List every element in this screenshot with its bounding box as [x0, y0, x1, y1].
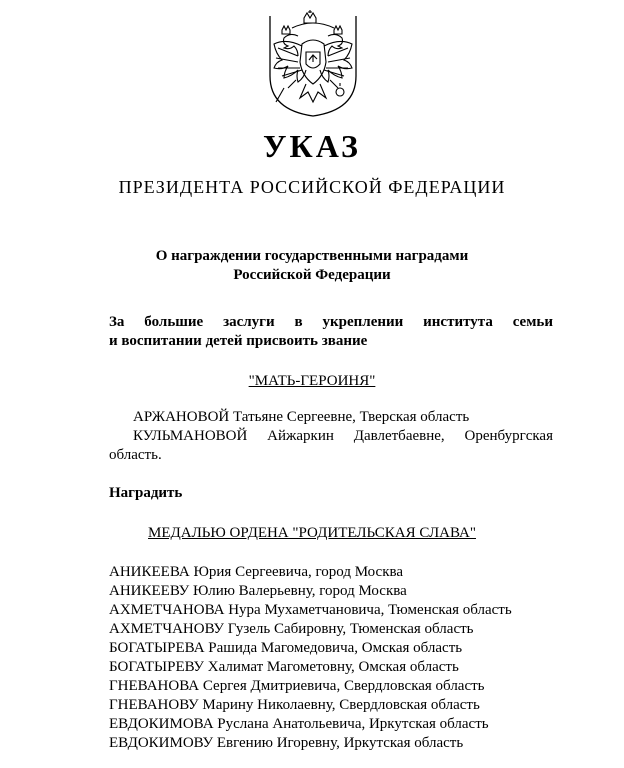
list-item: ЕВДОКИМОВА Руслана Анатольевича, Иркутская область: [109, 716, 489, 732]
medal-title-heading: [0, 524, 624, 543]
heroine-paragraph-line-2: и воспитании детей присвоить звание: [109, 333, 368, 349]
subject-line-2: Российской Федерации: [233, 267, 391, 283]
decree-title: УКАЗ: [263, 128, 361, 164]
award-verb: Наградить: [109, 485, 183, 501]
heroine-entry: [109, 408, 553, 427]
list-item: ГНЕВАНОВА Сергея Дмитриевича, Свердловская область: [109, 678, 485, 694]
heroine-entry-line: АРЖАНОВОЙ Татьяне Сергеевне, Тверская область: [133, 409, 470, 425]
heroine-title-heading: [0, 372, 624, 391]
list-item: ГНЕВАНОВУ Марину Николаевну, Свердловская область: [109, 697, 480, 713]
list-item: АХМЕТЧАНОВУ Гузель Сабировну, Тюменская область: [109, 621, 474, 637]
heroine-title-text: "МАТЬ-ГЕРОИНЯ": [248, 373, 376, 389]
list-item: БОГАТЫРЕВА Рашида Магомедовича, Омская область: [109, 640, 463, 656]
double-headed-eagle-icon: [268, 10, 358, 118]
heroine-paragraph: [109, 313, 553, 351]
subject-line-1: О награждении государственными наградами: [155, 248, 469, 264]
heroine-entry-line: область.: [109, 447, 162, 463]
list-item: АНИКЕЕВУ Юлию Валерьевну, город Москва: [109, 583, 407, 599]
list-item: АХМЕТЧАНОВА Нура Мухаметчановича, Тюменская область: [109, 602, 512, 618]
heroine-paragraph-line-1: За большие заслуги в укреплении института семьи: [109, 314, 553, 330]
heroine-entry-line: КУЛЬМАНОВОЙ Айжаркин Давлетбаевне, Оренбургская: [133, 428, 553, 444]
list-item: АНИКЕЕВА Юрия Сергеевича, город Москва: [109, 564, 404, 580]
list-item: ЕВДОКИМОВУ Евгению Игоревну, Иркутская область: [109, 735, 464, 751]
medal-recipients-list: [109, 563, 569, 753]
heroine-entry: [109, 427, 553, 465]
decree-subject: [0, 247, 624, 285]
list-item: БОГАТЫРЕВУ Халимат Магометовну, Омская область: [109, 659, 459, 675]
medal-title-text: МЕДАЛЬЮ ОРДЕНА "РОДИТЕЛЬСКАЯ СЛАВА": [148, 525, 476, 541]
decree-subtitle: ПРЕЗИДЕНТА РОССИЙСКОЙ ФЕДЕРАЦИИ: [118, 177, 506, 197]
